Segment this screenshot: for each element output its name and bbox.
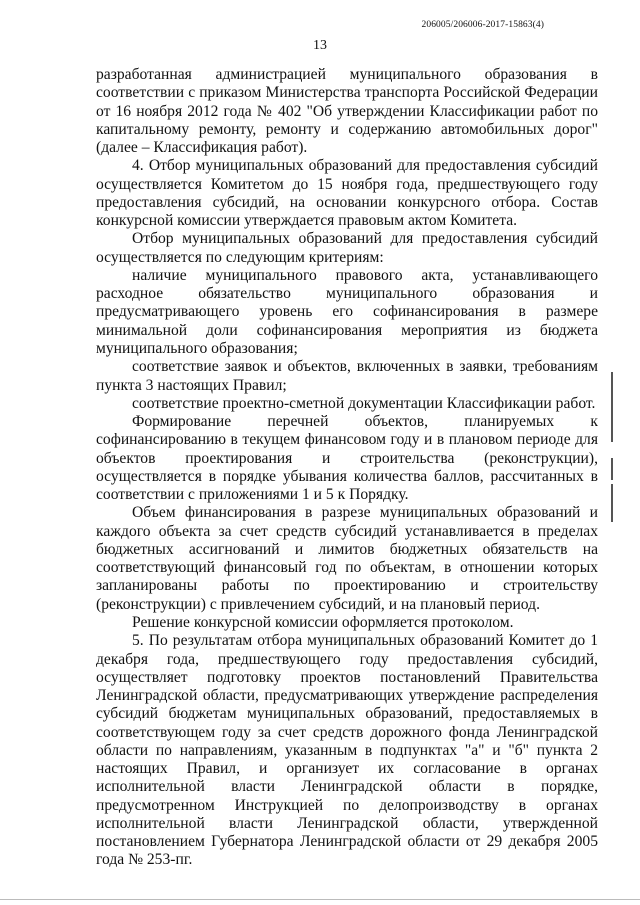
scan-margin-mark	[611, 458, 613, 480]
scan-margin-mark	[611, 484, 613, 522]
paragraph: 4. Отбор муниципальных образований для предоставления субсидий осуществляется Комитетом до 15 ноября года, предшествующего году предоставления субсидий, на основании конкурсного отбора. Состав конкурсной комиссии утверждается правовым актом Комитета.	[96, 157, 598, 230]
body-text	[96, 66, 598, 870]
paragraph: Отбор муниципальных образований для предоставления субсидий осуществляется по следующим критериям:	[96, 230, 598, 266]
paragraph: соответствие проектно-сметной документации Классификации работ.	[132, 394, 596, 412]
page-number: 13	[313, 38, 327, 53]
paragraph: Решение конкурсной комиссии оформляется протоколом.	[132, 613, 514, 631]
document-id: 206005/206006-2017-15863(4)	[421, 20, 544, 30]
paragraph: Объем финансирования в разрезе муниципальных образований и каждого объекта за счет средств субсидий устанавливается в пределах бюджетных ассигнований и лимитов бюджетных обязательств на соответствующий финансовый год по объектам, в отношении которых запланированы работы по проектированию и строительству (реконструкции) с привлечением субсидий, и на плановый период.	[96, 504, 598, 613]
paragraph: 5. По результатам отбора муниципальных образований Комитет до 1 декабря года, предшествующего году предоставления субсидий, осуществляет подготовку проектов постановлений Правительства Ленинградской области, предусматривающих утверждение распределения субсидий бюджетам муниципальных образований, предоставляемых в соответствующем году за счет средств дорожного фонда Ленинградской области по направлениям, указанным в подпунктах "а" и "б" пункта 2 настоящих Правил, и организует их согласование в органах исполнительной власти Ленинградской области в порядке, предусмотренном Инструкцией по делопроизводству в органах исполнительной власти Ленинградской области, утвержденной постановлением Губернатора Ленинградской области от 29 декабря 2005 года № 253-пг.	[96, 632, 598, 869]
paragraph: разработанная администрацией муниципального образования в соответствии с приказом Министерства транспорта Российской Федерации от 16 ноября 2012 года № 402 "Об утверждении Классификации работ по капитальному ремонту, ремонту и содержанию автомобильных дорог" (далее – Классификация работ).	[96, 66, 598, 157]
paragraph: Формирование перечней объектов, планируемых к софинансированию в текущем финансовом году и в плановом периоде для объектов проектирования и строительства (реконструкции), осуществляется в порядке убывания количества баллов, рассчитанных в соответствии с приложениями 1 и 5 к Порядку.	[96, 413, 598, 504]
scan-margin-mark	[611, 372, 613, 442]
paragraph: соответствие заявок и объектов, включенных в заявки, требованиям пункта 3 настоящих Правил;	[96, 358, 598, 394]
scan-edge-line	[0, 899, 640, 900]
paragraph: наличие муниципального правового акта, устанавливающего расходное обязательство муниципального образования и предусматривающего уровень его софинансирования в размере минимальной доли софинансирования мероприятия из бюджета муниципального образования;	[96, 266, 598, 357]
